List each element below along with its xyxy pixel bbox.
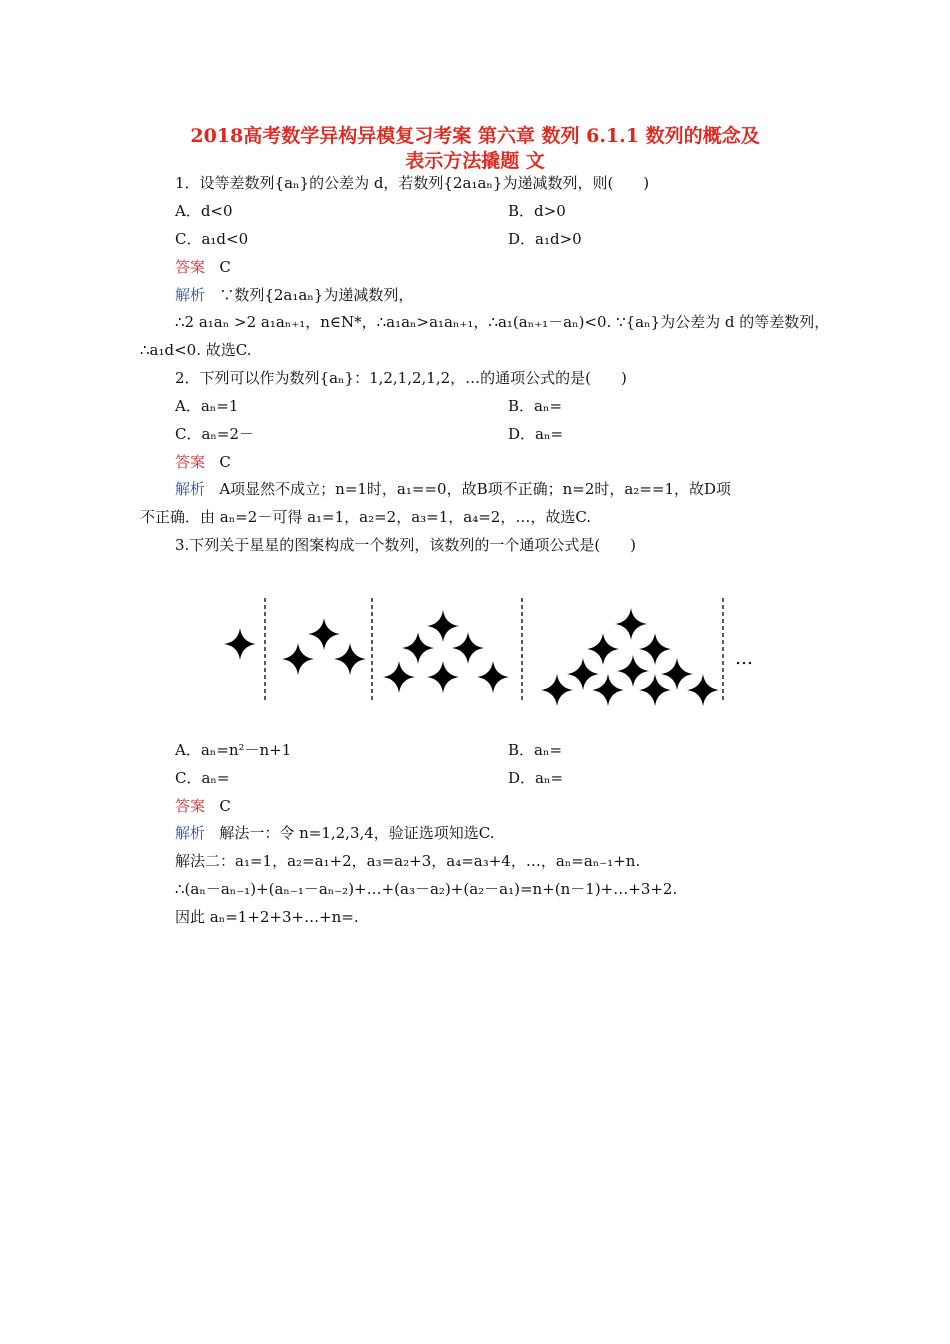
q3-analysis-2: 解法二：a₁=1，a₂=a₁+2，a₃=a₂+3，a₄=a₃+4，…，aₙ=aₙ₋₁+n. [175, 852, 641, 870]
answer-value: C [219, 258, 231, 276]
q3-option-c: C．aₙ= [175, 769, 230, 787]
q3-answer [175, 796, 231, 816]
analysis-text: 解法一：令 n=1,2,3,4，验证选项知选C. [219, 824, 495, 842]
q3-option-a: A．aₙ=n²－n+1 [175, 741, 292, 759]
q1-analysis-3: ∴a₁d<0. 故选C. [140, 341, 252, 359]
analysis-label: 解析 [175, 286, 206, 304]
q1-answer [175, 257, 231, 277]
star-pattern-figure [203, 564, 783, 736]
q1-analysis-2: ∴2 a₁aₙ >2 a₁aₙ₊₁，n∈N*，∴a₁aₙ>a₁aₙ₊₁，∴a₁(aₙ₊₁－aₙ)<0. ∵{aₙ}为公差为 d 的等差数列， [175, 313, 830, 331]
q1-option-d: D．a₁d>0 [508, 230, 582, 248]
document-title [120, 124, 830, 174]
q3-analysis-3: ∴(aₙ－aₙ₋₁)+(aₙ₋₁－aₙ₋₂)+…+(a₃－a₂)+(a₂－a₁)=n+(n－1)+…+3+2. [175, 880, 678, 898]
star-icon [427, 661, 459, 693]
q2-option-c: C．aₙ=2－ [175, 425, 255, 443]
title-line-2: 表示方法撬题 文 [405, 150, 545, 172]
answer-label: 答案 [175, 453, 206, 471]
q2-option-b: B．aₙ= [508, 397, 563, 415]
q2-stem: 2．下列可以作为数列{aₙ}：1,2,1,2,1,2，…的通项公式的是( ) [175, 369, 627, 387]
q3-option-b: B．aₙ= [508, 741, 563, 759]
star-icon [617, 655, 649, 687]
q3-analysis-1 [175, 823, 495, 843]
q2-option-d: D．aₙ= [508, 425, 564, 443]
q3-stem: 3.下列关于星星的图案构成一个数列，该数列的一个通项公式是( ) [175, 536, 637, 554]
title-line-1: 2018高考数学异构异模复习考案 第六章 数列 6.1.1 数列的概念及 [190, 125, 760, 147]
analysis-label: 解析 [175, 824, 206, 842]
star-icon [427, 610, 459, 642]
q1-option-b: B．d>0 [508, 202, 566, 220]
q2-analysis-1 [175, 479, 731, 499]
q1-stem: 1．设等差数列{aₙ}的公差为 d，若数列{2a₁aₙ}为递减数列，则( ) [175, 174, 650, 192]
analysis-text: A项显然不成立；n=1时，a₁==0，故B项不正确；n=2时，a₂==1，故D项 [219, 480, 732, 498]
q2-answer [175, 452, 231, 472]
q1-option-c: C．a₁d<0 [175, 230, 249, 248]
star-icon [282, 643, 314, 675]
star-icon [334, 643, 366, 675]
q3-analysis-4: 因此 aₙ=1+2+3+…+n=. [175, 908, 359, 926]
q2-option-a: A．aₙ=1 [175, 397, 239, 415]
star-icon [587, 633, 619, 665]
q3-option-d: D．aₙ= [508, 769, 564, 787]
star-icon [639, 633, 671, 665]
analysis-text: ∵数列{2a₁aₙ}为递减数列， [219, 286, 414, 304]
star-icon [402, 632, 434, 664]
star-icon [592, 674, 624, 706]
q2-analysis-2: 不正确．由 aₙ=2－可得 a₁=1，a₂=2，a₃=1，a₄=2，…，故选C. [140, 508, 592, 526]
answer-value: C [219, 797, 231, 815]
star-icon [687, 674, 719, 706]
star-icon [477, 661, 509, 693]
star-icon [541, 674, 573, 706]
q1-analysis-1 [175, 285, 413, 305]
star-icon [661, 658, 693, 690]
star-icon [452, 632, 484, 664]
star-icon [383, 661, 415, 693]
star-pattern-svg [203, 564, 783, 736]
figure-ellipsis: … [735, 648, 753, 669]
analysis-label: 解析 [175, 480, 206, 498]
star-icon [308, 618, 340, 650]
answer-value: C [219, 453, 231, 471]
star-icon [639, 674, 671, 706]
star-icon [567, 658, 599, 690]
answer-label: 答案 [175, 258, 206, 276]
answer-label: 答案 [175, 797, 206, 815]
star-icon [615, 608, 647, 640]
q1-option-a: A．d<0 [175, 202, 233, 220]
star-icon [224, 628, 256, 660]
